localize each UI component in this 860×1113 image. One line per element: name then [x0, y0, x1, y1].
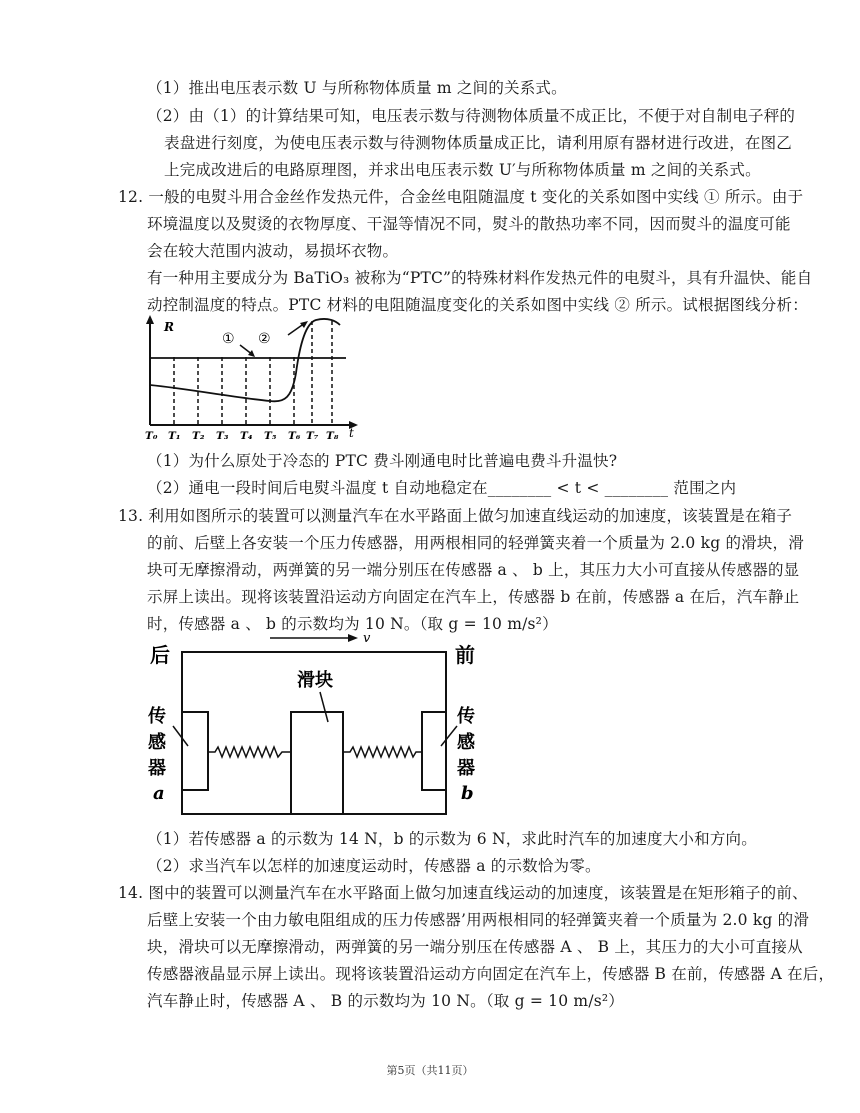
accelerometer-device-figure [145, 626, 495, 821]
tick-label-1: T₁ [168, 430, 181, 442]
q11-part2-line1: （2）由（1）的计算结果可知，电压表示数与待测物体质量不成正比，不便于对自制电子秤的 [147, 107, 796, 125]
q12-line3: 会在较大范围内波动，易损坏衣物。 [147, 242, 399, 260]
q12-line5: 动控制温度的特点。PTC 材料的电阻随温度变化的关系如图中实线 ② 所示。试根据图线分析： [147, 296, 808, 314]
spring-left [208, 747, 291, 757]
q11-part2-line3: 上完成改进后的电路原理图，并求出电压表示数 U′与所称物体质量 m 之间的关系式。 [164, 161, 761, 179]
q12-line1: 12. 一般的电熨斗用合金丝作发热元件，合金丝电阻随温度 t 变化的关系如图中实线 ① 所示。由于 [118, 188, 804, 206]
sensor-a-label-char-4: a [153, 783, 165, 804]
sensor-a-label [147, 705, 166, 804]
q13-part1: （1）若传感器 a 的示数为 14 N，b 的示数为 6 N，求此时汽车的加速度大小和方向。 [147, 830, 757, 848]
tick-label-2: T₂ [192, 430, 205, 442]
q14-line4: 传感器液晶显示屏上读出。现将该装置沿运动方向固定在汽车上，传感器 B 在前，传感器 A 在后， [147, 965, 835, 983]
y-axis-arrow [146, 315, 154, 324]
q13-line3: 块可无摩擦滑动，两弹簧的另一端分别压在传感器 a 、 b 上，其压力大小可直接从传感器的显 [147, 561, 800, 579]
x-axis-label: t [349, 426, 354, 440]
sensor-b-label-char-4: b [461, 783, 474, 804]
tick-label-8: T₈ [326, 430, 339, 442]
tick-label-5: T₅ [264, 430, 277, 442]
sensor-a [182, 712, 208, 790]
spring-right [343, 747, 422, 757]
rear-label: 后 [150, 643, 170, 667]
q12-part2: （2）通电一段时间后电熨斗温度 t 自动地稳定在________ < t < ________ 范围之内 [147, 479, 737, 497]
sensor-a-label-char-2: 感 [148, 732, 166, 753]
q14-line2: 后壁上安装一个由力敏电阻组成的压力传感器’用两根相同的轻弹簧夹着一个质量为 2.0 kg 的滑 [147, 911, 810, 929]
q11-part1: （1）推出电压表示数 U 与所称物体质量 m 之间的关系式。 [147, 79, 567, 97]
sensor-b-label [456, 705, 475, 804]
sensor-b [422, 712, 446, 790]
sensor-b-label-char-3: 器 [457, 758, 475, 779]
q13-line2: 的前、后壁上各安装一个压力传感器，用两根相同的轻弹簧夹着一个质量为 2.0 kg 的滑块，滑 [147, 534, 804, 552]
page-footer: 第5页（共11页） [386, 1064, 474, 1077]
sensor-b-label-char-1: 传 [457, 706, 475, 727]
q14-line5: 汽车静止时，传感器 A 、 B 的示数均为 10 N。（取 g = 10 m/s²） [147, 992, 625, 1010]
q14-line3: 块，滑块可以无摩擦滑动，两弹簧的另一端分别压在传感器 A 、 B 上，其压力的大小可直接从 [147, 938, 803, 956]
slider-label: 滑块 [297, 670, 333, 691]
tick-guides [174, 321, 332, 425]
velocity-label: v [363, 631, 371, 646]
q12-line4: 有一种用主要成分为 BaTiO₃ 被称为“PTC”的特殊材料作发热元件的电熨斗，具有升温快、能自 [147, 269, 813, 287]
q13-line1: 13. 利用如图所示的装置可以测量汽车在水平路面上做匀加速直线运动的加速度，该装置是在箱子 [118, 507, 793, 525]
tick-label-7: T₇ [306, 430, 319, 442]
resistance-temperature-graph [140, 313, 365, 443]
sensor-b-label-char-2: 感 [457, 732, 475, 753]
tick-label-3: T₃ [216, 430, 229, 442]
q13-line4: 示屏上读出。现将该装置沿运动方向固定在汽车上，传感器 b 在前，传感器 a 在后，汽车静止 [147, 588, 800, 606]
q13-part2: （2）求当汽车以怎样的加速度运动时，传感器 a 的示数恰为零。 [147, 857, 601, 875]
q12-part1: （1）为什么原处于冷态的 PTC 费斗刚通电时比普遍电费斗升温快? [147, 452, 618, 470]
q13-line5: 时，传感器 a 、 b 的示数均为 10 N。（取 g = 10 m/s²） [147, 615, 558, 633]
q11-part2-line2: 表盘进行刻度，为使电压表示数与待测物体质量成正比，请利用原有器材进行改进，在图乙 [164, 134, 793, 152]
sensor-a-label-char-1: 传 [148, 706, 166, 727]
curve-2-label: ② [258, 331, 271, 347]
q12-line2: 环境温度以及熨烫的衣物厚度、干湿等情况不同，熨斗的散热功率不同，因而熨斗的温度可能 [147, 215, 791, 233]
tick-label-6: T₆ [288, 430, 301, 442]
tick-label-0: T₀ [145, 430, 158, 442]
sensor-a-label-char-3: 器 [148, 758, 166, 779]
q14-line1: 14. 图中的装置可以测量汽车在水平路面上做匀加速直线运动的加速度，该装置是在矩形箱子的前、 [118, 884, 808, 902]
y-axis-label: R [164, 320, 174, 334]
tick-labels [145, 430, 339, 442]
front-label: 前 [455, 643, 475, 667]
curve-1-label: ① [222, 331, 235, 347]
tick-label-4: T₄ [240, 430, 253, 442]
slider-block [291, 712, 343, 814]
